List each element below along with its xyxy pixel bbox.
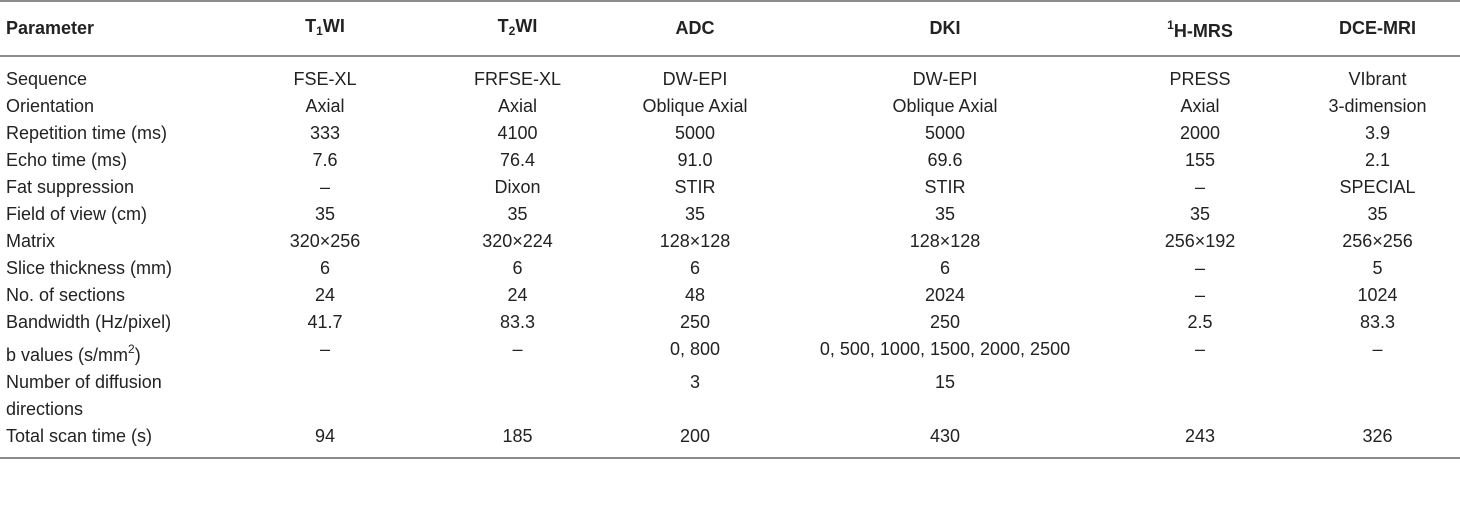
table-cell [220,369,430,423]
header-parameter: Parameter [0,1,220,56]
table-cell: 0, 800 [669,339,721,359]
table-cell: – [1194,258,1205,278]
table-cell: 2.1 [1364,150,1391,170]
table-row [0,369,1460,423]
table-cell: 35 [507,204,528,224]
table-cell: STIR [674,177,716,197]
header-t2wi-post: WI [515,15,538,36]
table-cell: 200 [605,423,785,458]
table-cell: 3 [689,372,700,392]
table-cell: 91.0 [677,150,713,170]
table-cell: Axial [1180,96,1220,116]
table-cell: Axial [497,96,537,116]
row-label: Slice thickness (mm) [6,258,173,278]
table-cell: – [1372,339,1383,359]
table-cell: 320×256 [289,231,361,251]
table-cell: STIR [924,177,966,197]
table-cell: 243 [1105,423,1295,458]
row-label: Matrix [6,231,55,251]
table-row [0,201,1460,228]
table-cell: 3.9 [1364,123,1391,143]
header-t1wi-sub: 1 [316,23,323,38]
table-cell: 35 [1367,204,1388,224]
table-cell: Oblique Axial [642,96,748,116]
header-t1wi [220,1,430,56]
row-label: Bandwidth (Hz/pixel) [6,312,172,332]
table-cell: 69.6 [927,150,963,170]
table-row [0,423,1460,458]
table-cell: DW-EPI [662,69,728,89]
header-h-mrs [1105,1,1295,56]
table-cell: 6 [512,258,523,278]
header-adc: ADC [605,1,785,56]
table-cell: 128×128 [659,231,731,251]
table-cell: 2.5 [1187,312,1213,332]
header-t2wi [430,1,605,56]
table-cell: – [1194,339,1205,359]
row-label: Echo time (ms) [6,150,128,170]
table-cell: 48 [684,285,706,305]
table-cell: – [319,339,330,359]
header-dce-mri: DCE-MRI [1295,1,1460,56]
table-cell [1295,369,1460,423]
table-cell: 128×128 [909,231,981,251]
table-cell: 333 [309,123,341,143]
row-label [0,336,220,369]
table-cell: 6 [939,258,950,278]
row-label: Repetition time (ms) [6,123,168,143]
table-cell: 256×256 [1342,231,1413,251]
table-cell: 24 [507,285,528,305]
table-cell: 1024 [1357,285,1398,305]
table-cell: DW-EPI [912,69,978,89]
row-label-pre: b values (s/mm [6,345,129,365]
table-row [0,174,1460,201]
row-label: Field of view (cm) [6,204,148,224]
table-cell: 0, 500, 1000, 1500, 2000, 2500 [819,339,1071,359]
row-label-sup: 2 [128,342,135,356]
table-cell: 35 [1189,204,1211,224]
table-row [0,255,1460,282]
table-cell: 2024 [924,285,966,305]
table-row [0,228,1460,255]
row-label: No. of sections [6,285,126,305]
table-row [0,93,1460,120]
table-cell: – [1194,177,1205,197]
table-cell: 6 [319,258,330,278]
table-cell: 94 [220,423,430,458]
header-h-mrs-sup: 1 [1167,18,1174,32]
table-cell: FRFSE-XL [473,69,561,89]
row-label: Sequence [6,69,88,89]
table-cell: 24 [314,285,336,305]
table-cell: 15 [934,372,956,392]
header-dki: DKI [785,1,1105,56]
table-cell: 185 [430,423,605,458]
table-cell: VIbrant [1348,69,1407,89]
table-cell: PRESS [1169,69,1231,89]
table-row [0,120,1460,147]
header-t1wi-pre: T [305,15,317,36]
table-cell: – [512,339,523,359]
table-cell [430,369,605,423]
table-cell: 155 [1184,150,1216,170]
table-cell: Oblique Axial [892,96,998,116]
table-cell: 35 [684,204,706,224]
row-label: Number of diffusion directions [6,372,162,419]
table-cell: 35 [934,204,956,224]
table-cell: 326 [1295,423,1460,458]
table-row [0,309,1460,336]
table-cell: 5000 [674,123,716,143]
table-row [0,147,1460,174]
header-t2wi-pre: T [497,15,509,36]
table-cell: 6 [689,258,700,278]
table-cell: FSE-XL [293,69,357,89]
table-cell: Dixon [494,177,541,197]
row-label: Fat suppression [6,177,135,197]
table-cell: 76.4 [499,150,536,170]
table-cell: 41.7 [307,312,343,332]
table-cell: 250 [679,312,711,332]
table-cell: – [1194,285,1205,305]
header-t1wi-post: WI [322,15,345,36]
table-cell: 320×224 [482,231,553,251]
table-cell: 7.6 [312,150,338,170]
table-cell: 250 [929,312,961,332]
row-label: Orientation [6,96,95,116]
row-label-post: ) [134,345,141,365]
header-h-mrs-post: H-MRS [1173,21,1233,41]
table-cell [1105,369,1295,423]
table-cell: 83.3 [499,312,536,332]
header-t2wi-sub: 2 [508,23,516,38]
table-cell: 430 [785,423,1105,458]
table-cell: 3-dimension [1328,96,1427,116]
row-label: Total scan time (s) [0,423,220,458]
table-row [0,56,1460,93]
table-cell: 5000 [924,123,966,143]
table-cell: 256×192 [1164,231,1236,251]
table-row [0,336,1460,369]
table-cell: SPECIAL [1339,177,1416,197]
table-row [0,282,1460,309]
table-cell: 5 [1372,258,1383,278]
table-cell: 4100 [497,123,538,143]
table-cell: 2000 [1179,123,1221,143]
table-cell: Axial [305,96,345,116]
table-cell: 83.3 [1359,312,1396,332]
header-row [0,1,1460,56]
table-cell: – [319,177,330,197]
table-cell: 35 [314,204,336,224]
